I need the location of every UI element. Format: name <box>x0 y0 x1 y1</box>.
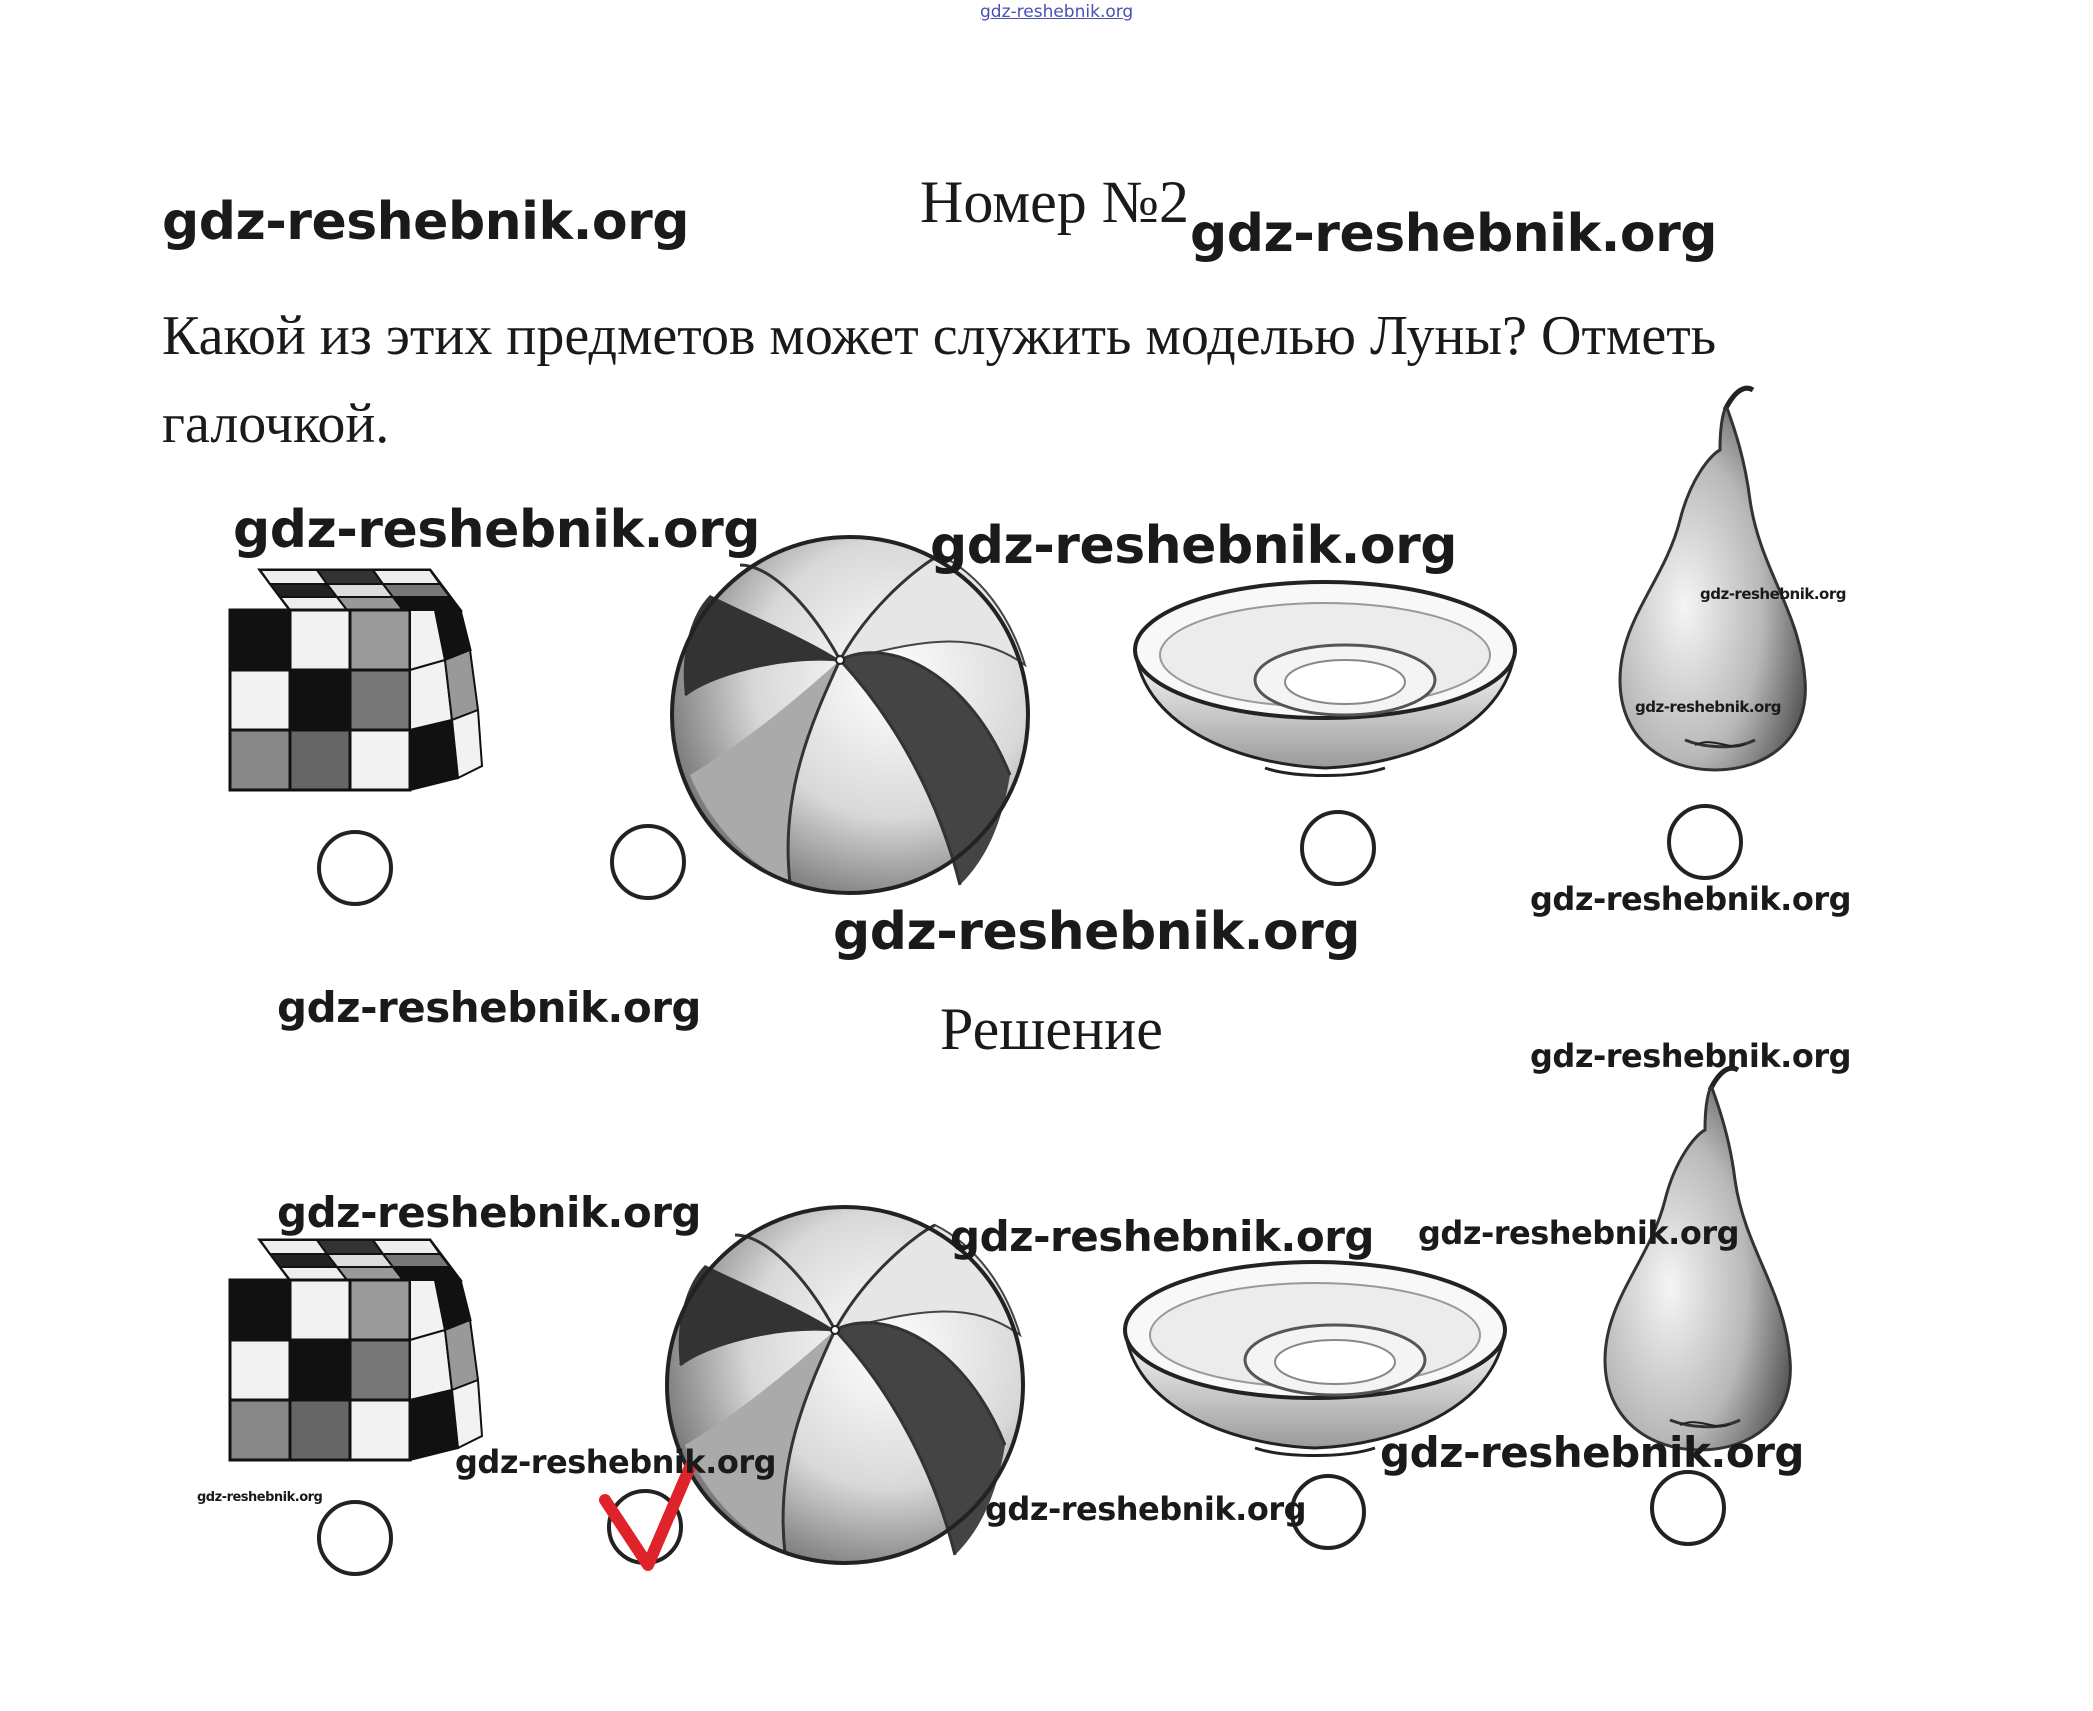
answer-circle-pear[interactable] <box>1669 806 1741 878</box>
task-ball-image <box>672 537 1028 893</box>
answer-circle-saucer[interactable] <box>1302 812 1374 884</box>
task-saucer-image <box>1135 582 1515 776</box>
watermark: gdz-reshebnik.org <box>930 516 1457 576</box>
answer-circle-cube[interactable] <box>319 832 391 904</box>
watermark: gdz-reshebnik.org <box>233 500 760 560</box>
watermark: gdz-reshebnik.org <box>1530 880 1851 918</box>
watermark: gdz-reshebnik.org <box>455 1443 776 1481</box>
solution-circle-pear[interactable] <box>1652 1472 1724 1544</box>
solution-cube-image <box>230 1240 482 1460</box>
solution-pear-image <box>1605 1068 1790 1450</box>
solution-heading: Решение <box>940 996 1163 1062</box>
task-cube-image <box>230 570 482 790</box>
watermark: gdz-reshebnik.org <box>197 1490 323 1505</box>
watermark: gdz-reshebnik.org <box>1635 698 1781 716</box>
watermark: gdz-reshebnik.org <box>950 1212 1374 1261</box>
watermark: gdz-reshebnik.org <box>1380 1428 1804 1477</box>
answer-circle-ball[interactable] <box>612 826 684 898</box>
solution-saucer-image <box>1125 1262 1505 1456</box>
solution-circle-cube[interactable] <box>319 1502 391 1574</box>
watermark: gdz-reshebnik.org <box>1418 1214 1739 1252</box>
task-title: Номер №2 <box>920 169 1190 235</box>
watermark: gdz-reshebnik.org <box>1530 1037 1851 1075</box>
watermark: gdz-reshebnik.org <box>833 902 1360 962</box>
watermark: gdz-reshebnik.org <box>1700 585 1846 603</box>
watermark: gdz-reshebnik.org <box>277 983 701 1032</box>
task-question: Какой из этих предметов может служить моделью Луны? Отметь галочкой. <box>162 305 1717 455</box>
watermark: gdz-reshebnik.org <box>985 1490 1306 1528</box>
watermark: gdz-reshebnik.org <box>277 1188 701 1237</box>
watermark: gdz-reshebnik.org <box>162 192 689 252</box>
source-link[interactable]: gdz-reshebnik.org <box>980 2 1134 22</box>
watermark: gdz-reshebnik.org <box>1190 204 1717 264</box>
